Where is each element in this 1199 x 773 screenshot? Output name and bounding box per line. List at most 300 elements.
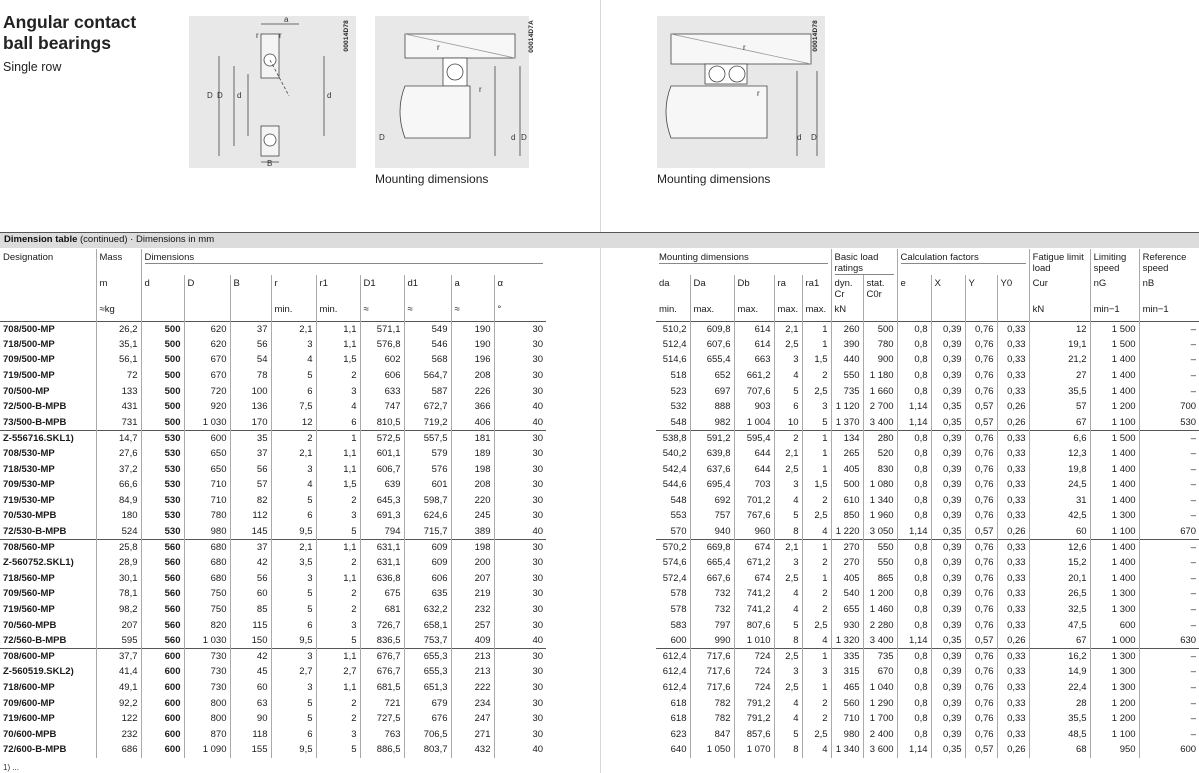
- right-table-cell: 0,8: [897, 711, 931, 727]
- right-table-row: [656, 508, 1199, 524]
- left-table-cell: 366: [451, 399, 494, 415]
- right-table-cell: 0,33: [997, 430, 1029, 446]
- right-table-cell: 2,5: [802, 617, 831, 633]
- left-table-cell: 198: [451, 461, 494, 477]
- left-table-cell: 207: [451, 571, 494, 587]
- right-table-cell: 767,6: [734, 508, 774, 524]
- left-table-cell: 655,3: [404, 664, 451, 680]
- left-table-row: [0, 695, 546, 711]
- header-dyn-label: dyn.: [834, 278, 853, 289]
- right-table-cell: 0,76: [965, 539, 997, 555]
- right-table-cell: 600: [670, 634, 687, 646]
- left-table-cell: 600: [141, 648, 184, 664]
- svg-text:d: d: [237, 91, 242, 100]
- left-table-cell: 2: [316, 586, 360, 602]
- left-table-cell: 30: [494, 711, 546, 727]
- header-r: r: [271, 275, 316, 301]
- left-table-cell: 92,2: [96, 695, 141, 711]
- right-table-cell: 6: [774, 399, 802, 415]
- left-table-cell: 30: [494, 586, 546, 602]
- left-table-cell: 12: [271, 415, 316, 431]
- right-table-cell: 1: [802, 571, 831, 587]
- left-table-cell: 85: [230, 602, 271, 618]
- left-table-cell: 2,1: [271, 539, 316, 555]
- left-table-cell: 579: [404, 446, 451, 462]
- right-table-cell: 990: [690, 633, 734, 649]
- right-table-cell: 791,2: [734, 711, 774, 727]
- right-table-cell: 0,76: [965, 446, 997, 462]
- right-table-cell: –: [1139, 337, 1199, 353]
- right-table-cell: 0,39: [931, 493, 965, 509]
- right-table-cell: 639,8: [690, 446, 734, 462]
- header-r1: r1: [316, 275, 360, 301]
- page-subtitle: Single row: [3, 60, 62, 74]
- right-table-cell: 0,39: [931, 571, 965, 587]
- right-table-row: [656, 555, 1199, 571]
- right-table-cell: 2,5: [802, 726, 831, 742]
- page-divider: [600, 0, 601, 773]
- right-table-cell: 2,1: [774, 446, 802, 462]
- left-table-row: [0, 602, 546, 618]
- right-table-cell: 0,8: [897, 321, 931, 337]
- svg-text:D: D: [217, 91, 223, 100]
- unit-nB: min−1: [1139, 301, 1199, 321]
- right-table-cell: 553: [670, 510, 687, 522]
- right-table-cell: 612,4: [662, 681, 687, 693]
- left-table-cell: 9,5: [271, 633, 316, 649]
- left-table-cell: 730: [184, 664, 230, 680]
- right-table-cell: 24,5: [1029, 477, 1090, 493]
- left-table-cell: 719/560-MP: [3, 603, 55, 615]
- right-table-cell: 0,33: [997, 368, 1029, 384]
- left-table-cell: 389: [451, 524, 494, 540]
- left-table-cell: 836,5: [360, 633, 404, 649]
- banner-title: Dimension table: [4, 234, 78, 245]
- right-table-cell: 2: [802, 711, 831, 727]
- right-table-cell: 830: [863, 461, 897, 477]
- right-table-row: [656, 430, 1199, 446]
- left-table-cell: 530: [141, 524, 184, 540]
- right-table-cell: 0,8: [897, 383, 931, 399]
- right-table-cell: 4: [774, 493, 802, 509]
- right-table-cell: 0,35: [931, 399, 965, 415]
- left-table-cell: 710: [184, 477, 230, 493]
- right-table-cell: 335: [831, 648, 863, 664]
- left-table-cell: 763: [360, 726, 404, 742]
- right-table-cell: 600: [1139, 742, 1199, 758]
- right-table-cell: 791,2: [734, 695, 774, 711]
- right-table-cell: 1: [802, 337, 831, 353]
- right-table-cell: –: [1139, 461, 1199, 477]
- right-table-cell: 4: [774, 695, 802, 711]
- right-table-cell: 0,8: [897, 648, 931, 664]
- left-table-cell: 500: [141, 352, 184, 368]
- left-table-cell: 706,5: [404, 726, 451, 742]
- left-table-cell: 30: [494, 461, 546, 477]
- right-table-cell: 2,5: [774, 648, 802, 664]
- right-table-cell: 1 400: [1090, 539, 1139, 555]
- left-table-cell: 54: [230, 352, 271, 368]
- left-table-cell: 530: [141, 508, 184, 524]
- left-table-cell: 803,7: [404, 742, 451, 758]
- right-table-cell: 0,39: [931, 680, 965, 696]
- right-table-cell: 850: [831, 508, 863, 524]
- left-table-cell: 709/560-MP: [3, 588, 55, 600]
- right-table-cell: 695,4: [690, 477, 734, 493]
- header-ra1: ra1: [802, 275, 831, 301]
- right-table-cell: 583: [670, 619, 687, 631]
- left-table-cell: 170: [230, 415, 271, 431]
- left-table-cell: 40: [494, 524, 546, 540]
- left-table-cell: 658,1: [404, 617, 451, 633]
- figure-caption-2: Mounting dimensions: [375, 172, 489, 186]
- right-table-cell: 610: [831, 493, 863, 509]
- left-table-cell: 60: [230, 586, 271, 602]
- left-table-cell: 30: [494, 368, 546, 384]
- right-table-cell: 661,2: [734, 368, 774, 384]
- left-table-cell: 90: [230, 711, 271, 727]
- left-table-row: [0, 337, 546, 353]
- left-table-cell: 42: [230, 555, 271, 571]
- right-table-cell: 0,8: [897, 368, 931, 384]
- right-table-cell: 265: [831, 446, 863, 462]
- right-table-cell: 5: [774, 726, 802, 742]
- header-Cur: Cur: [1029, 275, 1090, 301]
- right-table-cell: 550: [831, 368, 863, 384]
- right-table-cell: 550: [863, 539, 897, 555]
- right-table-cell: 0,39: [931, 352, 965, 368]
- left-table-cell: 708/500-MP: [0, 321, 96, 337]
- left-table-cell: 72/530-B-MPB: [3, 525, 67, 537]
- right-table-cell: 315: [831, 664, 863, 680]
- left-table-row: [0, 461, 546, 477]
- left-table-cell: 181: [451, 430, 494, 446]
- header-ra: ra: [774, 275, 802, 301]
- unit-da: min.: [659, 304, 677, 315]
- svg-text:a: a: [284, 16, 289, 24]
- right-table-cell: 0,33: [997, 446, 1029, 462]
- left-table-row: [0, 711, 546, 727]
- right-table-cell: 4: [802, 742, 831, 758]
- left-table-cell: 1 030: [184, 415, 230, 431]
- unit-Cur: kN: [1029, 301, 1090, 321]
- right-table-cell: 0,26: [997, 415, 1029, 431]
- right-table-cell: 4: [774, 711, 802, 727]
- right-table-cell: 1 010: [734, 633, 774, 649]
- right-table-cell: 2,5: [774, 680, 802, 696]
- right-table-cell: 8: [774, 633, 802, 649]
- right-table-cell: 0,39: [931, 555, 965, 571]
- right-table-cell: 2: [802, 368, 831, 384]
- right-table-cell: 1,5: [802, 352, 831, 368]
- right-table-cell: 512,4: [662, 338, 687, 350]
- header-Y0: Y0: [997, 275, 1029, 301]
- right-table-cell: –: [1139, 648, 1199, 664]
- right-table-cell: 692: [690, 493, 734, 509]
- left-table-row: [0, 446, 546, 462]
- left-table-cell: 600: [184, 430, 230, 446]
- right-table-cell: 550: [863, 555, 897, 571]
- left-table-cell: 9,5: [271, 742, 316, 758]
- left-table-cell: 30: [494, 430, 546, 446]
- left-table-cell: 676: [404, 711, 451, 727]
- left-table-cell: 560: [141, 602, 184, 618]
- left-table-cell: 245: [451, 508, 494, 524]
- left-table-cell: 655,3: [404, 648, 451, 664]
- right-table-cell: 0,8: [897, 337, 931, 353]
- right-table-cell: 665,4: [690, 555, 734, 571]
- left-table-row: [0, 633, 546, 649]
- figure-code-3: 00014D78: [812, 20, 819, 52]
- left-table-cell: 600: [141, 695, 184, 711]
- left-table-cell: 5: [271, 493, 316, 509]
- right-table-cell: 48,5: [1029, 726, 1090, 742]
- left-table-cell: 1: [316, 430, 360, 446]
- right-table-cell: 732: [690, 586, 734, 602]
- left-table-cell: 271: [451, 726, 494, 742]
- right-table-row: [656, 461, 1199, 477]
- left-table-cell: 1,1: [316, 337, 360, 353]
- right-table-cell: 12: [1029, 321, 1090, 337]
- left-table-cell: 30: [494, 539, 546, 555]
- right-table-cell: 1 500: [1090, 321, 1139, 337]
- right-table-cell: 667,6: [690, 571, 734, 587]
- left-table-cell: 564,7: [404, 368, 451, 384]
- left-table-cell: 718/600-MP: [3, 681, 55, 693]
- right-table-cell: 1 340: [831, 742, 863, 758]
- left-table-cell: 3: [271, 337, 316, 353]
- right-table-cell: 0,8: [897, 539, 931, 555]
- right-table-cell: 1 300: [1090, 602, 1139, 618]
- left-table-cell: 800: [184, 711, 230, 727]
- left-table-row: [0, 555, 546, 571]
- left-table-cell: 1,5: [316, 477, 360, 493]
- right-table-row: [656, 539, 1199, 555]
- header-stat-label: stat.: [866, 278, 885, 289]
- left-table-cell: 560: [141, 586, 184, 602]
- right-table-cell: 67: [1029, 633, 1090, 649]
- right-table-cell: 1: [802, 539, 831, 555]
- left-table-cell: 98,2: [96, 602, 141, 618]
- right-table-cell: 0,76: [965, 430, 997, 446]
- right-table-cell: 2: [774, 430, 802, 446]
- right-table-cell: 1 220: [831, 524, 863, 540]
- svg-text:d: d: [797, 133, 802, 142]
- right-table-cell: 4: [774, 586, 802, 602]
- right-table-cell: 60: [1029, 524, 1090, 540]
- left-table-cell: 60: [230, 680, 271, 696]
- right-table-cell: 2,5: [774, 337, 802, 353]
- right-table-cell: 0,76: [965, 508, 997, 524]
- right-table-cell: 5: [802, 415, 831, 431]
- right-table-cell: 22,4: [1029, 680, 1090, 696]
- right-table-cell: 612,4: [662, 666, 687, 678]
- left-table-cell: 670: [184, 352, 230, 368]
- left-table-cell: 500: [141, 415, 184, 431]
- mounting-drawing-1: [375, 16, 529, 168]
- left-table-cell: 681: [360, 602, 404, 618]
- right-table-cell: 1 500: [1090, 337, 1139, 353]
- left-table-cell: 606,7: [360, 461, 404, 477]
- right-table-cell: 0,26: [997, 742, 1029, 758]
- right-table-cell: 717,6: [690, 664, 734, 680]
- right-table-cell: 0,33: [997, 461, 1029, 477]
- left-table-cell: 670: [184, 368, 230, 384]
- left-table-cell: 5: [271, 695, 316, 711]
- left-table-cell: 5: [316, 524, 360, 540]
- left-table-cell: 40: [494, 415, 546, 431]
- right-table-cell: 0,39: [931, 430, 965, 446]
- right-table-cell: 14,9: [1029, 664, 1090, 680]
- right-table-cell: 0,33: [997, 493, 1029, 509]
- unit-alpha: °: [494, 301, 546, 321]
- right-table-cell: –: [1139, 508, 1199, 524]
- left-table-cell: 66,6: [96, 477, 141, 493]
- left-table-cell: 2,1: [271, 321, 316, 337]
- left-table-cell: 620: [184, 321, 230, 337]
- right-table-row: [656, 742, 1199, 758]
- left-table-row: [0, 524, 546, 540]
- right-table-cell: 0,8: [897, 664, 931, 680]
- header-Db: Db: [734, 275, 774, 301]
- left-table-cell: 609: [404, 555, 451, 571]
- right-table-cell: 4: [802, 633, 831, 649]
- left-table-cell: 56,1: [96, 352, 141, 368]
- right-table-cell: 637,6: [690, 461, 734, 477]
- left-table-cell: 710: [184, 493, 230, 509]
- right-table-cell: 1 290: [863, 695, 897, 711]
- left-table-cell: 708/600-MP: [0, 648, 96, 664]
- right-table-cell: 1 660: [863, 383, 897, 399]
- right-table-cell: 1: [802, 321, 831, 337]
- right-table-cell: 0,76: [965, 680, 997, 696]
- right-table-cell: 0,35: [931, 742, 965, 758]
- right-table-cell: 6,6: [1029, 430, 1090, 446]
- right-table-cell: 1,5: [802, 477, 831, 493]
- left-table-cell: 118: [230, 726, 271, 742]
- left-table-cell: 709/600-MP: [3, 697, 55, 709]
- right-table-cell: –: [1139, 477, 1199, 493]
- right-table-cell: 544,6: [662, 479, 687, 491]
- right-table-cell: 1,14: [897, 633, 931, 649]
- left-table-cell: 708/560-MP: [0, 539, 96, 555]
- right-table-cell: 982: [690, 415, 734, 431]
- right-table-cell: 1 300: [1090, 664, 1139, 680]
- left-table-cell: 5: [271, 586, 316, 602]
- right-table-cell: 0,33: [997, 571, 1029, 587]
- right-table-cell: 2 400: [863, 726, 897, 742]
- right-table-cell: 652: [690, 368, 734, 384]
- right-table-row: [656, 586, 1199, 602]
- left-table-cell: 731: [96, 415, 141, 431]
- unit-r: min.: [271, 301, 316, 321]
- left-table-cell: 721: [360, 695, 404, 711]
- right-table-cell: 3: [802, 664, 831, 680]
- right-table-cell: 724: [734, 680, 774, 696]
- right-table-cell: 644: [734, 461, 774, 477]
- left-table-cell: 3: [316, 726, 360, 742]
- left-table-cell: 600: [141, 726, 184, 742]
- left-table-cell: 432: [451, 742, 494, 758]
- left-table-cell: 30: [494, 680, 546, 696]
- right-table-cell: 2 700: [863, 399, 897, 415]
- right-table-cell: 0,8: [897, 586, 931, 602]
- right-table-cell: 2: [802, 493, 831, 509]
- svg-text:r: r: [279, 31, 282, 40]
- right-table-cell: 888: [690, 399, 734, 415]
- right-table-row: [656, 617, 1199, 633]
- left-table-cell: 576,8: [360, 337, 404, 353]
- svg-text:D: D: [379, 133, 385, 142]
- left-table-cell: 560: [141, 633, 184, 649]
- right-table-cell: 4: [774, 602, 802, 618]
- right-table-cell: 47,5: [1029, 617, 1090, 633]
- left-table-cell: 718/560-MP: [3, 572, 55, 584]
- left-table-cell: 37: [230, 539, 271, 555]
- right-table-cell: 0,33: [997, 726, 1029, 742]
- left-table-cell: 4: [316, 399, 360, 415]
- right-table-cell: 1 300: [1090, 586, 1139, 602]
- left-table-cell: 37,7: [96, 648, 141, 664]
- unit-Cr: kN: [831, 301, 863, 321]
- right-table-cell: 717,6: [690, 648, 734, 664]
- left-table-cell: 719/500-MP: [3, 370, 55, 382]
- right-table-cell: 0,33: [997, 352, 1029, 368]
- right-table-row: [656, 695, 1199, 711]
- right-table-cell: 0,39: [931, 726, 965, 742]
- right-table-cell: 980: [831, 726, 863, 742]
- left-table-cell: 681,5: [360, 680, 404, 696]
- left-table-cell: 82: [230, 493, 271, 509]
- left-table-cell: 207: [96, 617, 141, 633]
- right-table-cell: 0,76: [965, 477, 997, 493]
- right-table-cell: 2,5: [802, 383, 831, 399]
- right-table-cell: 1: [802, 461, 831, 477]
- right-table-cell: 540,2: [662, 448, 687, 460]
- right-table-cell: 671,2: [734, 555, 774, 571]
- right-table-cell: –: [1139, 352, 1199, 368]
- right-table-cell: 1: [802, 430, 831, 446]
- right-table-cell: 0,33: [997, 680, 1029, 696]
- left-table-cell: 870: [184, 726, 230, 742]
- right-table-cell: 1,14: [897, 742, 931, 758]
- right-table-cell: 900: [863, 352, 897, 368]
- right-table-cell: 3: [774, 477, 802, 493]
- right-table-cell: 570: [670, 525, 687, 537]
- right-table-cell: 28: [1029, 695, 1090, 711]
- svg-text:B: B: [267, 159, 273, 168]
- right-table-cell: 903: [734, 399, 774, 415]
- right-table-cell: 3 050: [863, 524, 897, 540]
- left-table-cell: 680: [184, 539, 230, 555]
- left-table-cell: 406: [451, 415, 494, 431]
- right-table-cell: 1: [802, 680, 831, 696]
- right-table-cell: –: [1139, 680, 1199, 696]
- header-mounting: [656, 249, 831, 275]
- right-table-cell: 134: [831, 430, 863, 446]
- left-table-cell: 500: [141, 368, 184, 384]
- svg-text:r: r: [479, 85, 482, 94]
- left-table-cell: 650: [184, 446, 230, 462]
- left-table-cell: 549: [404, 321, 451, 337]
- left-table-cell: 600: [141, 742, 184, 758]
- left-table-cell: 639: [360, 477, 404, 493]
- right-table-cell: 1 100: [1090, 524, 1139, 540]
- left-table-cell: 37: [230, 446, 271, 462]
- right-table-cell: 1 120: [831, 399, 863, 415]
- left-table-cell: 112: [230, 508, 271, 524]
- left-table-cell: 73/500-B-MPB: [3, 416, 67, 428]
